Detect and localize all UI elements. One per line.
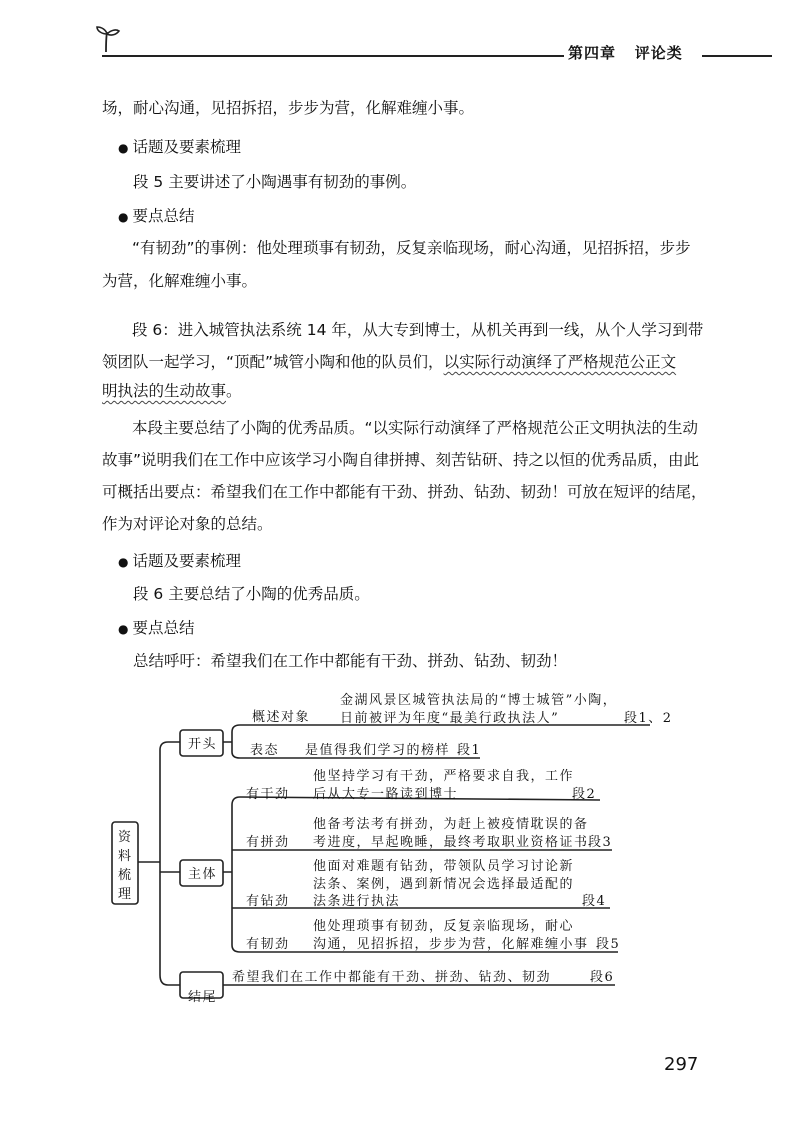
section-heading: ● 话题及要素梳理 (118, 138, 241, 156)
sprout-icon (94, 24, 122, 54)
opening-branch (223, 725, 248, 758)
object-label: 概述对象 (252, 710, 311, 725)
header-rule-left (102, 55, 564, 57)
underlined-quote: 以实际行动演绎了严格规范公正文 (443, 353, 677, 371)
paragraph-line: 故事”说明我们在工作中应该学习小陶自律拼搏、刻苦钻研、持之以恒的优秀品质，由此 (102, 451, 700, 469)
bullet-icon: ● (118, 210, 129, 224)
opening-label: 开头 (188, 737, 218, 752)
section-heading: ● 要点总结 (118, 207, 195, 225)
body-box (180, 860, 223, 886)
root-char: 理 (118, 887, 133, 902)
underlined-quote: 明执法的生动故事 (102, 382, 227, 400)
zuan-text: 法条、案例，遇到新情况会选择最适配的 (313, 877, 575, 892)
root-char: 资 (118, 830, 133, 845)
attitude-ref: 段1 (457, 743, 482, 758)
header-rule-right (702, 55, 772, 57)
object-ref: 段1、2 (624, 711, 673, 726)
paragraph-line: 明执法的生动故事。 (102, 382, 242, 400)
gan-ref: 段2 (572, 787, 597, 802)
root-char: 梳 (118, 868, 133, 883)
ren-text: 沟通，见招拆招，步步为营，化解难缠小事 (313, 937, 589, 952)
gan-label: 有干劲 (246, 787, 290, 802)
zuan-text: 法条进行执法 (313, 894, 401, 909)
paragraph-line: 领团队一起学习，“顶配”城管小陶和他的队员们，以实际行动演绎了严格规范公正文 (102, 353, 677, 371)
zuan-ref: 段4 (582, 894, 607, 909)
page-number: 297 (664, 1054, 699, 1075)
object-text: 日前被评为年度“最美行政执法人” (340, 711, 560, 726)
gan-text: 他坚持学习有干劲，严格要求自我，工作 (313, 769, 575, 784)
paragraph-line: “有韧劲”的事例：他处理琐事有韧劲，反复亲临现场，耐心沟通，见招拆招，步步 (132, 239, 691, 257)
paragraph-line: 可概括出要点：希望我们在工作中都能有干劲、拼劲、钻劲、韧劲！可放在短评的结尾， (102, 483, 707, 501)
attitude-text: 是值得我们学习的榜样 (305, 743, 451, 758)
section-heading: ● 话题及要素梳理 (118, 552, 241, 570)
body-label: 主体 (188, 867, 218, 882)
zuan-text: 他面对难题有钻劲，带领队员学习讨论新 (313, 859, 575, 874)
ending-ref: 段6 (590, 970, 615, 985)
ending-label: 结尾 (188, 990, 218, 1005)
pin-label: 有拼劲 (246, 835, 290, 850)
paragraph-line: 为营，化解难缠小事。 (102, 272, 258, 290)
pin-text: 考进度，早起晚睡，最终考取职业资格证书 (313, 835, 589, 850)
paragraph-line: 作为对评论对象的总结。 (102, 515, 273, 533)
object-text: 金湖风景区城管执法局的“博士城管”小陶， (340, 693, 618, 708)
bullet-icon: ● (118, 555, 129, 569)
bullet-icon: ● (118, 622, 129, 636)
opening-box (180, 730, 223, 756)
paragraph-line: 段 6：进入城管执法系统 14 年，从大专到博士，从机关再到一线，从个人学习到带 (132, 321, 704, 339)
ending-box (180, 972, 223, 998)
bullet-icon: ● (118, 141, 129, 155)
paragraph-line: 场，耐心沟通，见招拆招，步步为营，化解难缠小事。 (102, 99, 475, 117)
gan-text: 后从大专一路读到博士 (313, 787, 459, 802)
trunk-vertical (160, 742, 180, 985)
attitude-label: 表态 (250, 743, 280, 758)
pin-ref: 段3 (588, 835, 613, 850)
paragraph-line: 段 6 主要总结了小陶的优秀品质。 (133, 585, 370, 603)
zuan-label: 有钻劲 (246, 894, 290, 909)
root-char: 料 (118, 849, 133, 864)
ren-text: 他处理琐事有韧劲，反复亲临现场，耐心 (313, 919, 575, 934)
body-branch (223, 797, 240, 952)
section-heading: ● 要点总结 (118, 619, 195, 637)
ren-label: 有韧劲 (246, 937, 290, 952)
paragraph-line: 总结呼吁：希望我们在工作中都能有干劲、拼劲、钻劲、韧劲！ (133, 652, 568, 670)
chapter-title: 第四章 评论类 (568, 44, 683, 62)
pin-text: 他备考法考有拼劲，为赶上被疫情耽误的备 (313, 817, 589, 832)
paragraph-line: 段 5 主要讲述了小陶遇事有韧劲的事例。 (133, 173, 417, 191)
ren-ref: 段5 (596, 937, 621, 952)
paragraph-line: 本段主要总结了小陶的优秀品质。“以实际行动演绎了严格规范公正文明执法的生动 (132, 419, 699, 437)
root-box (112, 822, 138, 904)
ending-text: 希望我们在工作中都能有干劲、拼劲、钻劲、韧劲 (232, 970, 552, 985)
